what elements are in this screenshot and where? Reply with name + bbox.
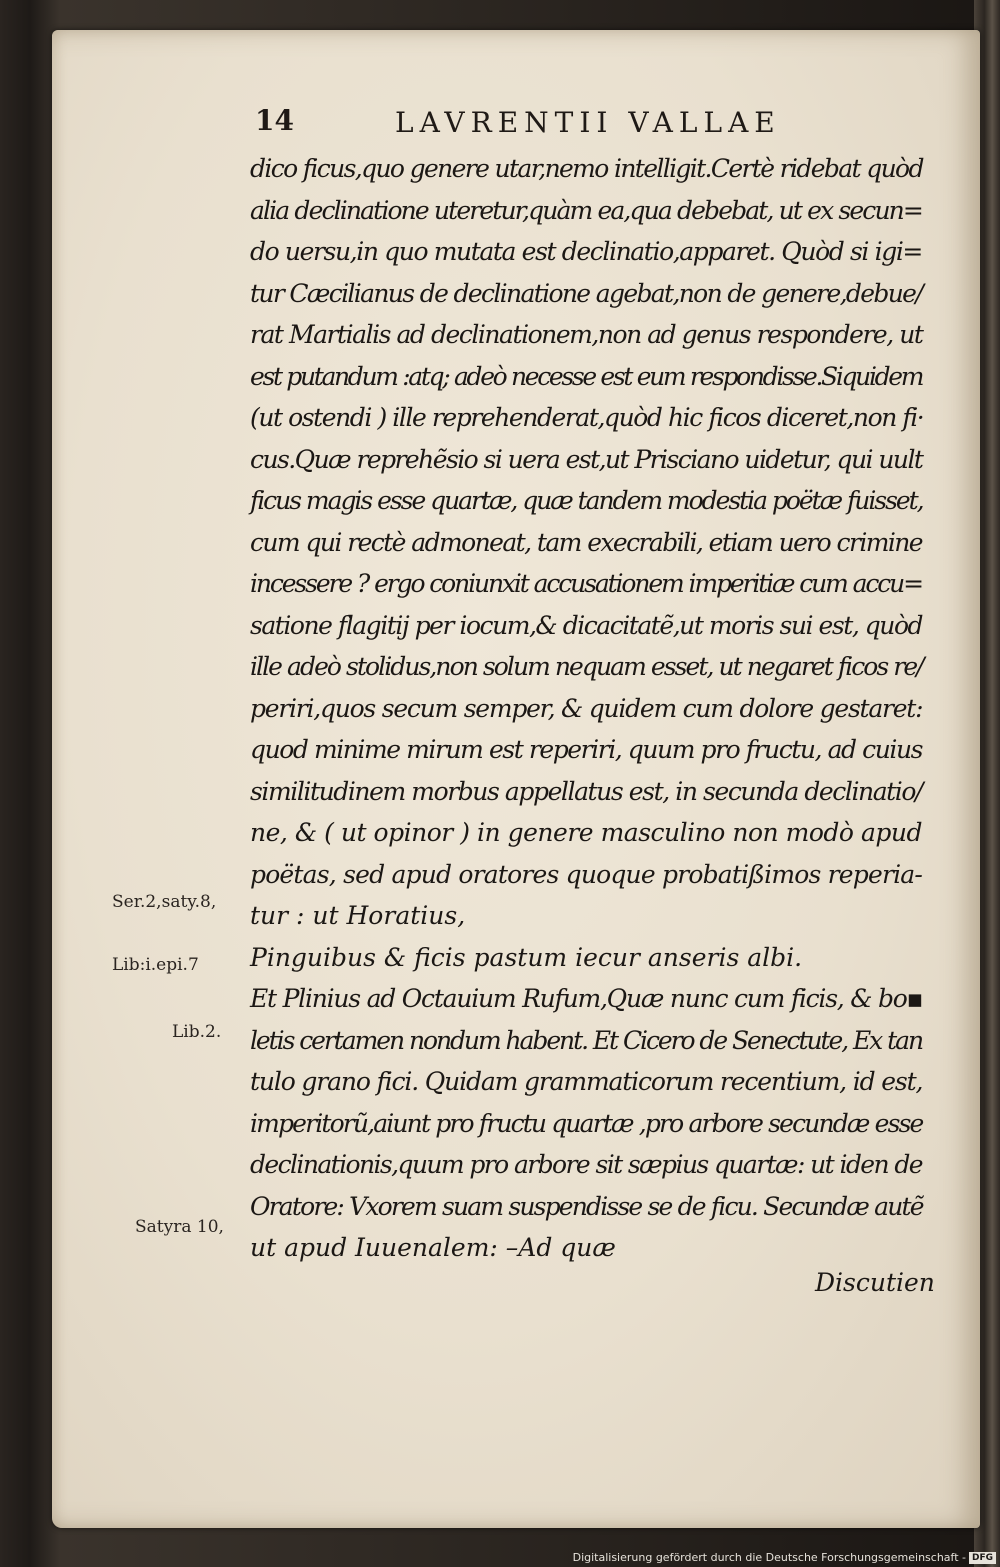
text-line: cus.Quæ reprehẽsio si uera est,ut Prisciano uidetur, qui uult <box>250 444 923 474</box>
text-line: similitudinem morbus appellatus est, in secunda declinatio/ <box>250 776 922 806</box>
text-line: ut apud Iuuenalem: –Ad quæ <box>250 1233 616 1262</box>
text-line: satione flagitij per iocum,& dicacitatẽ,ut moris sui est, quòd <box>250 610 923 640</box>
text-line: ne, & ( ut opinor ) in genere masculino non modò apud <box>250 818 922 847</box>
text-line: incessere ? ergo coniunxit accusationem imperitiæ cum accu= <box>250 569 922 598</box>
text-line: cum qui rectè admoneat, tam execrabili, etiam uero crimine <box>250 527 922 557</box>
credit-text: Digitalisierung gefördert durch die Deutsche Forschungsgemeinschaft - <box>572 1551 966 1564</box>
marginal-note: Lib:i.epi.7 <box>112 955 199 975</box>
text-line: dico ficus,quo genere utar,nemo intelligit.Certè ridebat quòd <box>250 154 923 183</box>
text-line: poëtas, sed apud oratores quoque probatißimos reperia- <box>250 859 922 889</box>
marginal-note: Ser.2,saty.8, <box>112 892 217 912</box>
running-head: LAVRENTII VALLAE <box>395 106 781 139</box>
text-line: rat Martialis ad declinationem,non ad genus respondere, ut <box>250 320 923 349</box>
text-line: tulo grano fici. Quidam grammaticorum recentium, id est, <box>250 1067 923 1096</box>
body-text <box>250 148 922 1269</box>
page-header <box>255 104 815 140</box>
digitization-credit <box>573 1551 996 1564</box>
text-line: quod minime mirum est reperiri, quum pro fructu, ad cuius <box>250 735 922 764</box>
text-line: ille adeò stolidus,non solum nequam esset, ut negaret ficos re/ <box>250 652 923 681</box>
text-line: tur : ut Horatius, <box>250 901 466 930</box>
text-line: alia declinatione uteretur,quàm ea,qua debebat, ut ex secun= <box>250 195 922 225</box>
verse-quotation: Pinguibus & ficis pastum iecur anseris albi. <box>250 942 803 972</box>
text-line: est putandum :atq; adeò necesse est eum respondisse.Siquidem <box>250 361 923 391</box>
catchword: Discutien <box>815 1268 935 1297</box>
text-line: do uersu,in quo mutata est declinatio,apparet. Quòd si igi= <box>250 237 922 266</box>
folio-number: 14 <box>255 104 294 137</box>
text-line: (ut ostendi ) ille reprehenderat,quòd hic ficos diceret,non fi· <box>250 403 924 432</box>
marginal-note: Satyra 10, <box>135 1217 224 1237</box>
dfg-logo-icon: DFG <box>969 1552 996 1564</box>
text-line: declinationis,quum pro arbore sit sæpius quartæ: ut iden de <box>250 1150 922 1179</box>
text-line: Et Plinius ad Octauium Rufum,Quæ nunc cum ficis, & bo▪ <box>250 984 923 1013</box>
text-line: letis certamen nondum habent. Et Cicero de Senectute, Ex tan <box>250 1025 922 1055</box>
text-line: periri,quos secum semper, & quidem cum dolore gestaret: <box>250 693 923 723</box>
text-line: Oratore: Vxorem suam suspendisse se de ficu. Secundæ autẽ <box>250 1191 923 1221</box>
marginal-note: Lib.2. <box>172 1022 222 1042</box>
text-line: ficus magis esse quartæ, quæ tandem modestia poëtæ fuisset, <box>250 486 923 515</box>
text-line: imperitorũ,aiunt pro fructu quartæ ,pro arbore secundæ esse <box>250 1108 923 1138</box>
text-line: tur Cæcilianus de declinatione agebat,non de genere,debue/ <box>250 278 923 308</box>
